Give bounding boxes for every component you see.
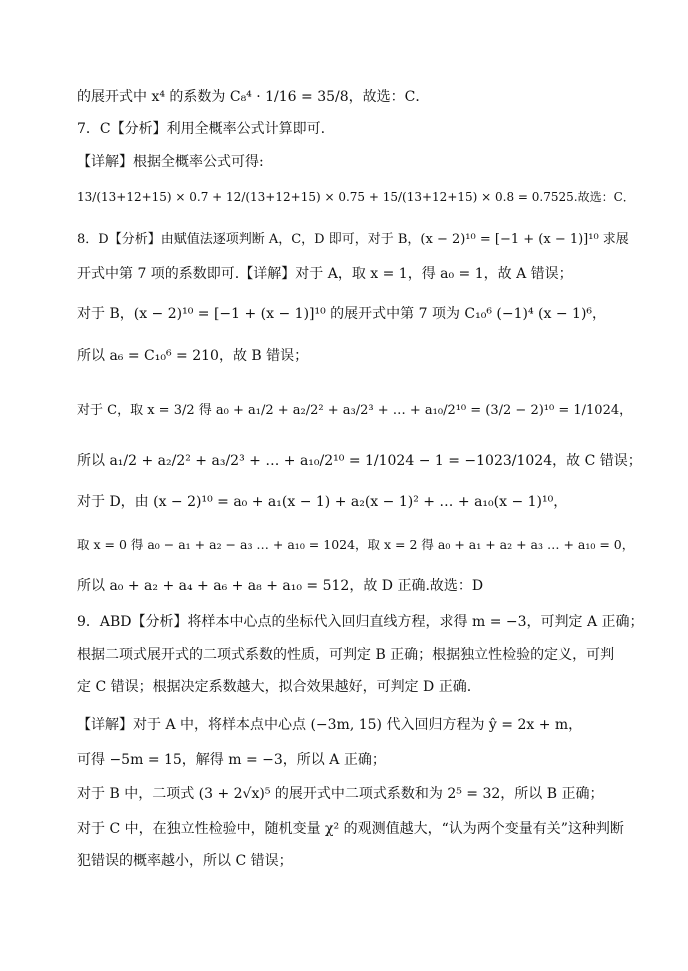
text-line [77, 676, 648, 698]
text-line [77, 86, 648, 108]
text-line [77, 611, 648, 633]
text-line [77, 399, 648, 422]
line-text: 的展开式中 x⁴ 的系数为 C₈⁴ · 1/16 = 35/8，故选：C． [77, 89, 430, 105]
line-text: 7．C【分析】利用全概率公式计算即可. [77, 121, 326, 137]
line-text: 对于 C 中，在独立性检验中，随机变量 χ² 的观测值越大，“认为两个变量有关”这种判断 [77, 821, 624, 837]
line-text: 定 C 错误；根据决定系数越大，拟合效果越好，可判定 D 正确. [77, 679, 472, 695]
text-line [77, 534, 648, 556]
line-text: 所以 a₁/2 + a₂/2² + a₃/2³ + … + a₁₀/2¹⁰ = 1/1024 − 1 = −1023/1024，故 C 错误； [77, 453, 642, 469]
text-line [77, 151, 648, 173]
line-text: 对于 D，由 (x − 2)¹⁰ = a₀ + a₁(x − 1) + a₂(x − 1)² + … + a₁₀(x − 1)¹⁰， [77, 494, 568, 510]
line-text: 犯错误的概率越小，所以 C 错误； [77, 853, 293, 869]
line-text: 所以 a₆ = C₁₀⁶ = 210，故 B 错误； [77, 348, 309, 364]
text-line [77, 575, 648, 597]
text-line [77, 850, 648, 872]
line-text: 【详解】对于 A 中，将样本点中心点 (−3m, 15) 代入回归方程为 ŷ = 2x + m， [77, 717, 583, 733]
text-line [77, 450, 648, 472]
text-line [77, 714, 648, 736]
text-line [77, 186, 648, 208]
text-line [77, 263, 648, 285]
line-text: 8．D【分析】由赋值法逐项判断 A，C，D 即可，对于 B，(x − 2)¹⁰ = [−1 + (x − 1)]¹⁰ 求展 [77, 232, 629, 247]
line-text: 【详解】根据全概率公式可得: [77, 154, 264, 170]
line-text: 所以 a₀ + a₂ + a₄ + a₆ + a₈ + a₁₀ = 512，故 D 正确.故选：D [77, 578, 484, 594]
text-line [77, 491, 648, 513]
text-line [77, 818, 648, 840]
line-text: 对于 B 中，二项式 (3 + 2√x)⁵ 的展开式中二项式系数和为 2⁵ = 32，所以 B 正确； [77, 786, 604, 802]
text-line [77, 345, 648, 367]
line-text: 可得 −5m = 15，解得 m = −3，所以 A 正确； [77, 752, 386, 768]
line-text: 对于 B，(x − 2)¹⁰ = [−1 + (x − 1)]¹⁰ 的展开式中第 7 项为 C₁₀⁶ (−1)⁴ (x − 1)⁶， [77, 306, 607, 322]
line-text: 根据二项式展开式的二项式系数的性质，可判定 B 正确；根据独立性检验的定义，可判 [77, 647, 615, 663]
line-text: 13/(13+12+15) × 0.7 + 12/(13+12+15) × 0.75 + 15/(13+12+15) × 0.8 = 0.7525.故选：C． [77, 190, 635, 204]
text-line [77, 749, 648, 771]
text-line [77, 303, 648, 325]
text-line [77, 228, 648, 251]
text-line [77, 118, 648, 140]
line-text: 取 x = 0 得 a₀ − a₁ + a₂ − a₃ … + a₁₀ = 1024，取 x = 2 得 a₀ + a₁ + a₂ + a₃ … + a₁₀ = 0， [77, 537, 635, 552]
line-text: 9．ABD【分析】将样本中心点的坐标代入回归直线方程，求得 m = −3，可判定 A 正确； [77, 614, 644, 630]
line-text: 对于 C，取 x = 3/2 得 a₀ + a₁/2 + a₂/2² + a₃/2³ + … + a₁₀/2¹⁰ = (3/2 − 2)¹⁰ = 1/1024， [77, 403, 633, 418]
text-line [77, 644, 648, 666]
text-line [77, 783, 648, 805]
line-text: 开式中第 7 项的系数即可.【详解】对于 A，取 x = 1，得 a₀ = 1，故 A 错误； [77, 266, 573, 282]
